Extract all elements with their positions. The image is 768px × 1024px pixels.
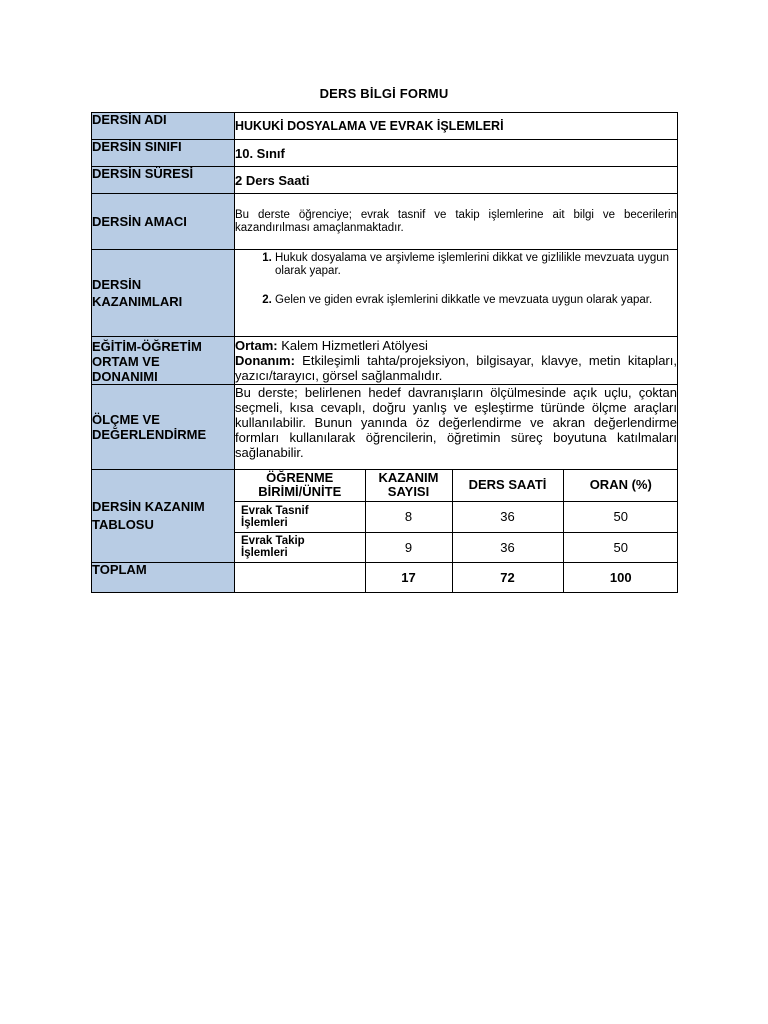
value-ortam: Ortam: Kalem Hizmetleri Atölyesi <box>235 338 428 353</box>
table-row <box>235 563 678 592</box>
unit-kazanim: 8 <box>365 501 452 532</box>
course-info-table <box>91 112 678 593</box>
list-item: 2. Gelen ve giden evrak işlemlerini dikkatle ve mevzuata uygun olarak yapar. <box>275 294 669 307</box>
value-donanim: Donanım: Etkileşimli tahta/projeksiyon, bilgisayar, klavye, metin kitapları, yazıcı/tarayıcı, görsel sağlanmalıdır. <box>235 353 677 383</box>
header-ders-saati: DERS SAATİ <box>452 470 563 501</box>
value-ders-suresi: 2 Ders Saati <box>235 172 310 188</box>
label-ders-sinifi: DERSİN SINIFI <box>92 140 235 167</box>
label-olcme: ÖLÇME VE DEĞERLENDİRME <box>92 385 235 470</box>
unit-oran: 50 <box>563 501 678 532</box>
table-row <box>235 501 678 532</box>
header-kazanim: KAZANIM SAYISI <box>365 470 452 501</box>
row-kazanim-tablosu <box>92 470 678 563</box>
form-title: DERS BİLGİ FORMU <box>319 86 449 101</box>
toplam-saat: 72 <box>452 563 563 592</box>
row-ders-amaci <box>92 194 678 250</box>
unit-saat: 36 <box>452 532 563 562</box>
label-ders-adi: DERSİN ADI <box>92 113 235 140</box>
unit-name: Evrak Takip İşlemleri <box>235 532 365 562</box>
row-ders-sinifi <box>92 140 678 167</box>
unit-saat: 36 <box>452 501 563 532</box>
toplam-table <box>235 563 678 592</box>
unit-oran: 50 <box>563 532 678 562</box>
toplam-kazanim: 17 <box>365 563 452 592</box>
row-toplam <box>92 563 678 593</box>
list-item: 1. Hukuk dosyalama ve arşivleme işlemlerini dikkat ve gizlilikle mevzuata uygun olarak yapar. <box>275 252 669 278</box>
row-olcme <box>92 385 678 470</box>
value-olcme: Bu derste; belirlenen hedef davranışların ölçülmesinde açık uçlu, çoktan seçmeli, kısa cevaplı, doğru yanlış ve eşleştirme türünde ölçme araçları kullanılabilir. Bunun yanında öz değerlendirme ve akran değerlendirme formları kullanılarak öğrencilerin, öğretimin süreç boyutuna katılmaları sağlanabilir. <box>235 385 677 460</box>
label-toplam: TOPLAM <box>92 563 235 593</box>
row-kazanimlar <box>92 250 678 337</box>
label-kazanim-tablosu: DERSİN KAZANIM TABLOSU <box>92 470 235 563</box>
value-ders-adi: HUKUKİ DOSYALAMA VE EVRAK İŞLEMLERİ <box>235 119 504 133</box>
value-ders-amaci: Bu derste öğrenciye; evrak tasnif ve takip işlemlerine ait bilgi ve becerilerin kazandırılması amaçlanmaktadır. <box>235 208 677 234</box>
table-row <box>235 532 678 562</box>
kazanim-table <box>235 470 678 562</box>
label-kazanimlar: DERSİN KAZANIMLARI <box>92 250 235 337</box>
table-header-row <box>235 470 678 501</box>
kazanim-list <box>241 252 669 307</box>
row-ders-suresi <box>92 167 678 194</box>
unit-kazanim: 9 <box>365 532 452 562</box>
label-ders-amaci: DERSİN AMACI <box>92 194 235 250</box>
header-unit: ÖĞRENME BİRİMİ/ÜNİTE <box>235 470 365 501</box>
row-ders-adi <box>92 113 678 140</box>
toplam-unit <box>235 563 365 592</box>
unit-name: Evrak Tasnif İşlemleri <box>235 501 365 532</box>
row-ortam <box>92 337 678 385</box>
toplam-oran: 100 <box>563 563 678 592</box>
value-ders-sinifi: 10. Sınıf <box>235 145 285 161</box>
label-ders-suresi: DERSİN SÜRESİ <box>92 167 235 194</box>
header-oran: ORAN (%) <box>563 470 678 501</box>
label-ortam: EĞİTİM-ÖĞRETİM ORTAM VE DONANIMI <box>92 337 235 385</box>
